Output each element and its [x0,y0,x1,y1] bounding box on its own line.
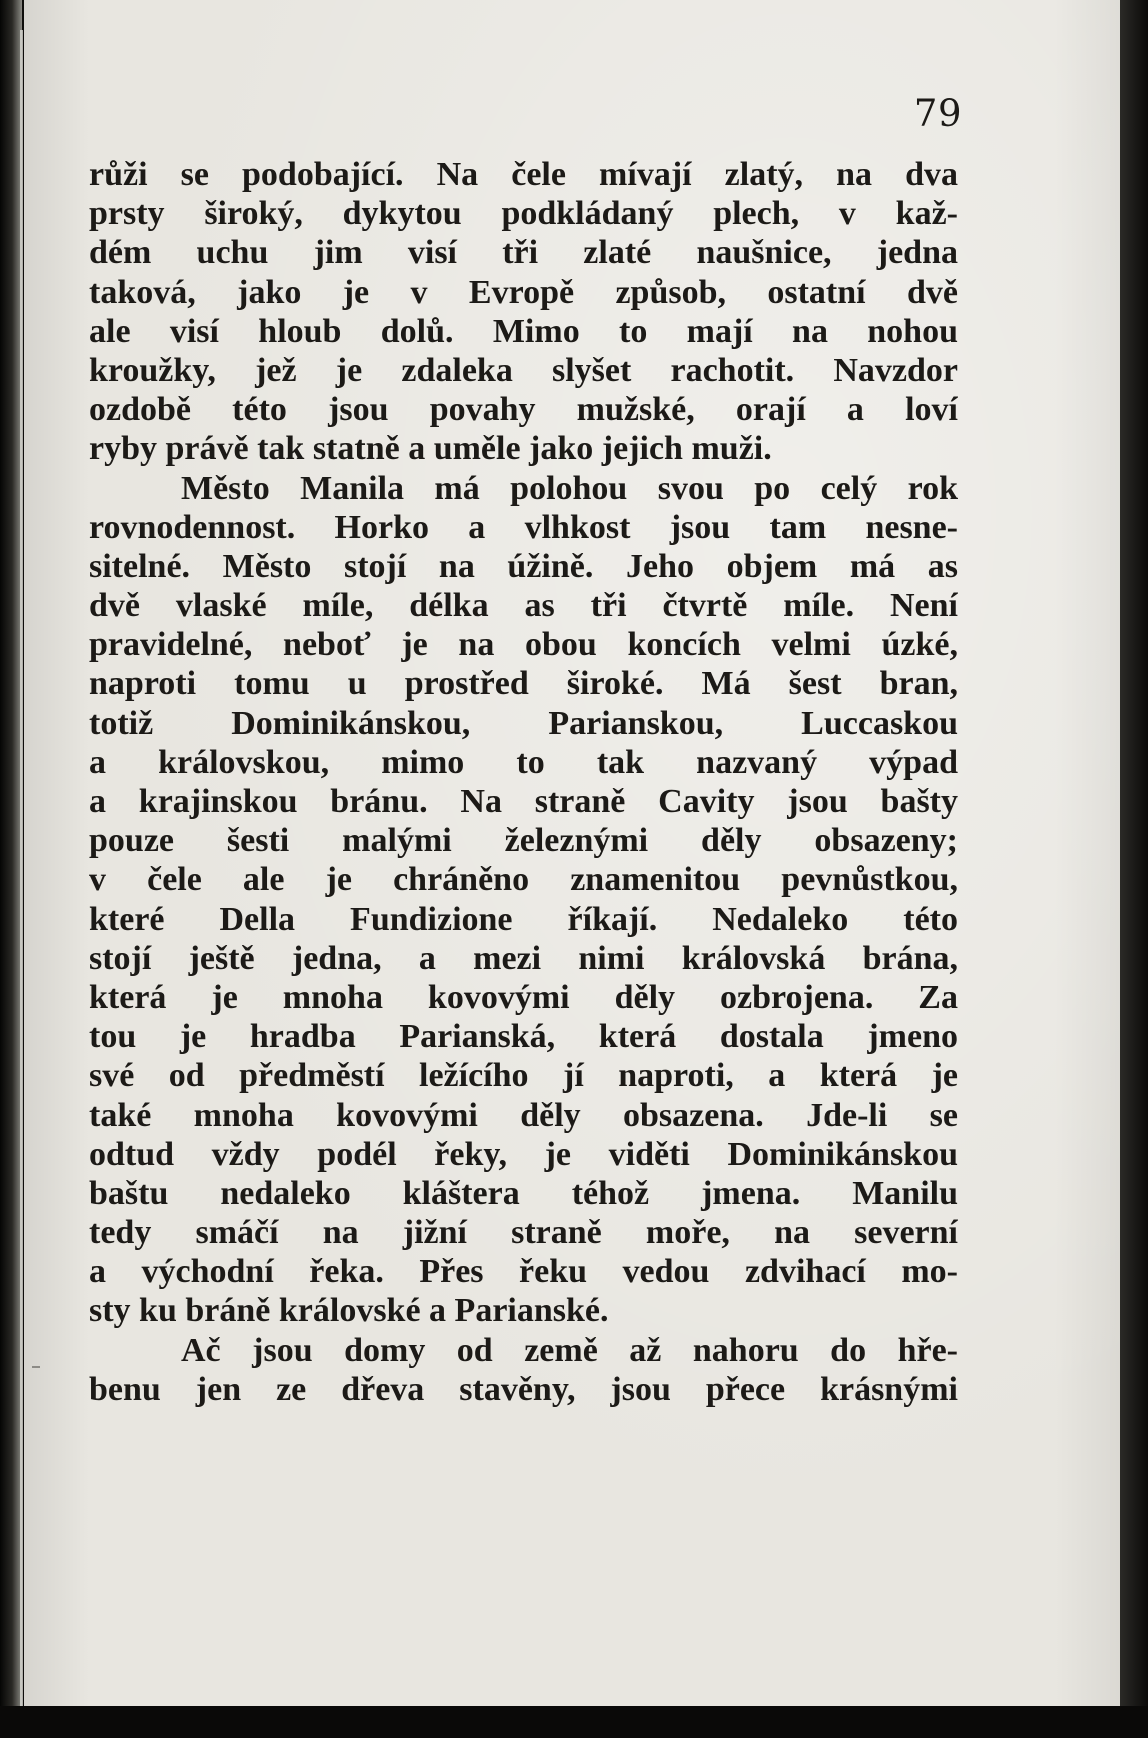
text-line: a královskou, mimo to tak nazvaný výpad [89,743,958,781]
text-line: tou je hradba Parianská, která dostala jmeno [89,1018,958,1056]
text-line: a krajinskou bránu. Na straně Cavity jsou bašty [89,783,958,820]
margin-mark [32,1366,40,1368]
text-line: ale visí hloub dolů. Mimo to mají na nohou [89,312,958,350]
book-page [24,0,1120,1706]
text-line: pravidelné, neboť je na obou koncích velmi úzké, [89,626,958,664]
text-line: které Della Fundizione říkají. Nedaleko této [89,900,958,938]
text-line: benu jen ze dřeva stavěny, jsou přece krásnými [89,1370,958,1408]
text-line: prsty široký, dykytou podkládaný plech, v kaž- [89,195,958,233]
gutter-edge-line [20,30,23,1710]
text-line: tedy smáčí na jižní straně moře, na severní [89,1214,958,1252]
text-line: ozdobě této jsou povahy mužské, orají a loví [89,391,958,429]
text-line: sitelné. Město stojí na úžině. Jeho objem má as [89,547,958,585]
text-line: Ač jsou domy od země až nahoru do hře- [181,1331,958,1369]
text-line: totiž Dominikánskou, Parianskou, Luccaskou [89,704,958,742]
text-line: také mnoha kovovými děly obsazena. Jde-li se [89,1096,958,1134]
text-line: růži se podobající. Na čele mívají zlatý, na dva [89,156,958,193]
text-line: ryby právě tak statně a uměle jako jejich muži. [89,430,772,468]
text-line: dém uchu jim visí tři zlaté naušnice, jedna [89,234,958,272]
page-right-edge [1120,0,1148,1738]
page-number: 79 [913,92,962,135]
text-line: stojí ještě jedna, a mezi nimi královská brána, [89,939,958,977]
text-line: a východní řeka. Přes řeku vedou zdvihací mo- [89,1253,958,1291]
text-line: baštu nedaleko kláštera téhož jmena. Manilu [89,1174,958,1212]
text-line: taková, jako je v Evropě způsob, ostatní dvě [89,273,958,311]
page-body-text [89,155,958,1409]
text-line: rovnodennost. Horko a vlhkost jsou tam nesne- [89,508,958,546]
text-line: své od předměstí ležícího jí naproti, a která je [89,1057,958,1095]
text-line: která je mnoha kovovými děly ozbrojena. Za [89,978,958,1016]
text-line: v čele ale je chráněno znamenitou pevnůstkou, [89,861,958,899]
text-line: odtud vždy podél řeky, je viděti Dominikánskou [89,1135,958,1173]
text-line: naproti tomu u prostřed široké. Má šest bran, [89,665,958,703]
text-line: sty ku bráně královské a Parianské. [89,1292,609,1330]
text-line: Město Manila má polohou svou po celý rok [181,469,958,507]
page-bottom-edge [0,1706,1148,1738]
text-line: pouze šesti malými železnými děly obsazeny; [89,822,958,860]
book-gutter [0,0,22,1738]
text-line: dvě vlaské míle, délka as tři čtvrtě míle. Není [89,587,958,625]
text-line: kroužky, jež je zdaleka slyšet rachotit. Navzdor [89,351,958,389]
